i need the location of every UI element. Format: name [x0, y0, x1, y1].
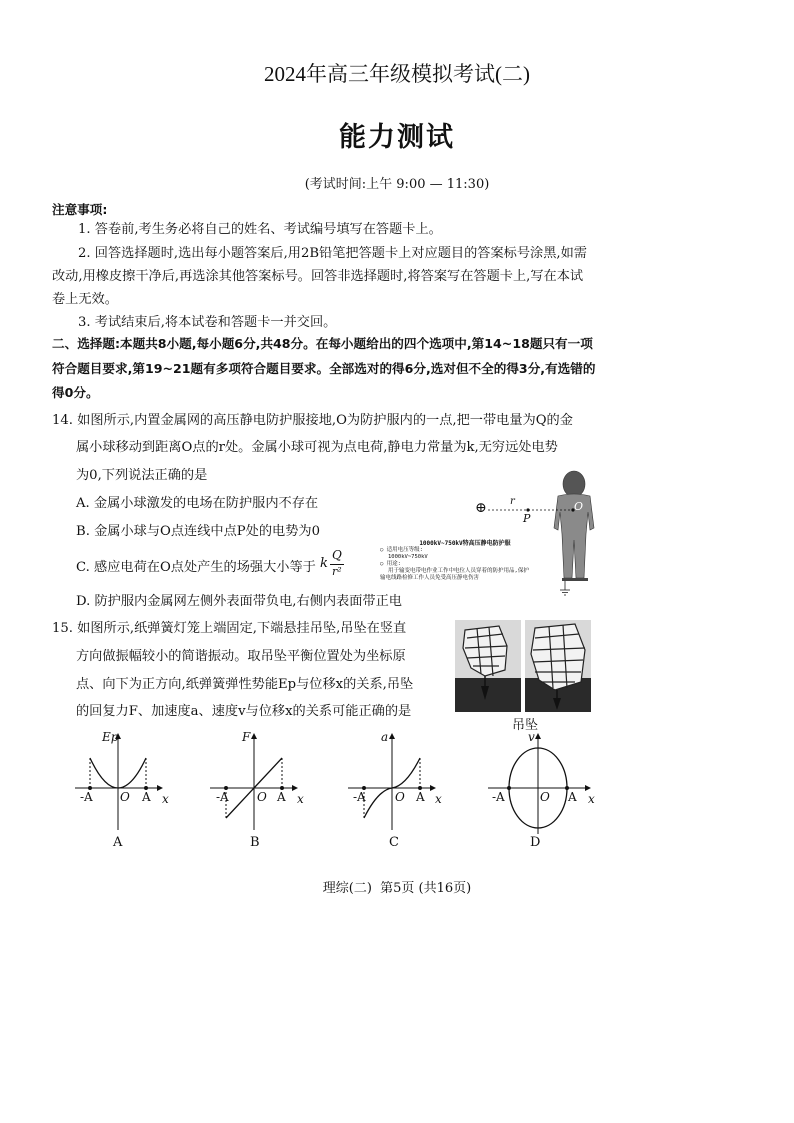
graph-c-neg: -A: [353, 790, 366, 804]
q14-option-d: D. 防护服内金属网左侧外表面带负电,右侧内表面带正电: [76, 594, 402, 609]
graph-d-ylabel: v: [528, 730, 535, 744]
q15-graphs: [70, 730, 600, 855]
lantern-right: [531, 624, 585, 690]
graph-a-letter: A: [113, 835, 123, 850]
graph-b: [210, 734, 297, 830]
graph-c-pos: A: [416, 790, 425, 804]
graph-a-xlabel: x: [162, 792, 169, 806]
q15-stem-line-1: 15. 如图所示,纸弹簧灯笼上端固定,下端悬挂吊坠,吊坠在竖直: [52, 621, 407, 636]
graph-d-neg: -A: [492, 790, 505, 804]
graph-a: [75, 734, 162, 830]
q14-option-c-text: C. 感应电荷在O点处产生的场强大小等于: [76, 560, 316, 575]
notice-heading: 注意事项:: [52, 202, 108, 217]
graph-b-origin: O: [257, 790, 267, 804]
charge-icon: ⊕: [475, 500, 487, 516]
graph-a-origin: O: [120, 790, 130, 804]
graph-d: [488, 734, 590, 834]
graph-c-ylabel: a: [381, 730, 389, 744]
graph-c-origin: O: [395, 790, 405, 804]
graph-b-letter: B: [250, 835, 260, 850]
exam-title: 2024年高三年级模拟考试(二): [264, 62, 530, 86]
graph-b-xlabel: x: [297, 792, 304, 806]
protective-suit-illustration: [554, 471, 594, 578]
graph-c: [348, 734, 435, 830]
suit-caption-title: 1000kV~750kV特高压静电防护服: [419, 540, 511, 547]
suit-caption-note-4: 用于输变电带电作业工作中电位人员穿着的防护用品,保护: [388, 568, 529, 574]
suit-caption-note-5: 输电线路检修工作人员免受高压静电伤害: [380, 575, 480, 581]
graph-b-ylabel: F: [242, 730, 251, 744]
suit-caption-note-2: 1000kV~750kV: [388, 554, 428, 560]
graph-a-pos: A: [142, 790, 151, 804]
graph-a-ylabel: Ep: [102, 730, 119, 744]
notice-item-1: 1. 答卷前,考生务必将自己的姓名、考试编号填写在答题卡上。: [78, 222, 442, 237]
subject-title: 能力测试: [339, 122, 455, 153]
suit-caption: [380, 540, 550, 582]
graph-c-xlabel: x: [435, 792, 442, 806]
graph-b-pos: A: [277, 790, 286, 804]
graph-c-letter: C: [389, 835, 399, 850]
q14-stem-line-1: 14. 如图所示,内置金属网的高压静电防护服接地,O为防护服内的一点,把一带电量为Q的金: [52, 413, 573, 428]
q14-stem-line-2: 属小球移动到距离O点的r处。金属小球可视为点电荷,静电力常量为k,无穷远处电势: [76, 440, 558, 455]
q14-option-a: A. 金属小球激发的电场在防护服内不存在: [76, 496, 319, 511]
q15-stem-line-2: 方向做振幅较小的简谐振动。取吊坠平衡位置处为坐标原: [76, 649, 406, 664]
label-o: O: [574, 500, 584, 513]
q15-stem-line-4: 的回复力F、加速度a、速度v与位移x的关系可能正确的是: [76, 704, 412, 719]
page-footer: 理综(二) 第5页 (共16页): [322, 881, 472, 896]
graph-d-origin: O: [540, 790, 550, 804]
graph-d-letter: D: [530, 835, 541, 850]
graph-a-neg: -A: [80, 790, 93, 804]
pendant-label: 吊坠: [512, 718, 539, 733]
q14-option-b: B. 金属小球与O点连线中点P处的电势为0: [76, 524, 320, 539]
graph-d-xlabel: x: [588, 792, 595, 806]
ground-plate: [562, 578, 588, 581]
q14-option-c-k: k: [320, 556, 328, 571]
suit-caption-note-1: ○ 适用电压等级:: [380, 547, 423, 553]
graph-d-pos: A: [568, 790, 577, 804]
notice-item-2: 2. 回答选择题时,选出每小题答案后,用2B铅笔把答题卡上对应题目的答案标号涂黑,如需改动,用橡皮擦干净后,再选涂其他答案标号。回答非选择题时,将答案写在答题卡上,写在本试卷上无效。: [52, 246, 587, 307]
suit-caption-note-3: ○ 用途:: [380, 561, 401, 567]
label-r: r: [510, 496, 515, 507]
notice-item-3: 3. 考试结束后,将本试卷和答题卡一并交回。: [78, 315, 337, 330]
section-instruction: 二、选择题:本题共8小题,每小题6分,共48分。在每小题给出的四个选项中,第14~18题只有一项符合题目要求,第19~21题有多项符合题目要求。全部选对的得6分,选对但不全的得3分,有选错的得0分。: [52, 336, 596, 400]
graph-b-neg: -A: [216, 790, 229, 804]
exam-time: (考试时间:上午 9:00 — 11:30): [304, 177, 490, 192]
lantern-photos-svg: [455, 620, 591, 712]
q15-stem-line-3: 点、向下为正方向,纸弹簧弹性势能Ep与位移x的关系,吊坠: [76, 677, 414, 692]
lantern-photos: [455, 620, 591, 712]
q14-stem-line-3: 为0,下列说法正确的是: [76, 468, 208, 483]
label-p: P: [523, 512, 531, 525]
q14-option-c-denominator: r²: [332, 565, 342, 578]
q14-option-c-numerator: Q: [332, 548, 342, 562]
